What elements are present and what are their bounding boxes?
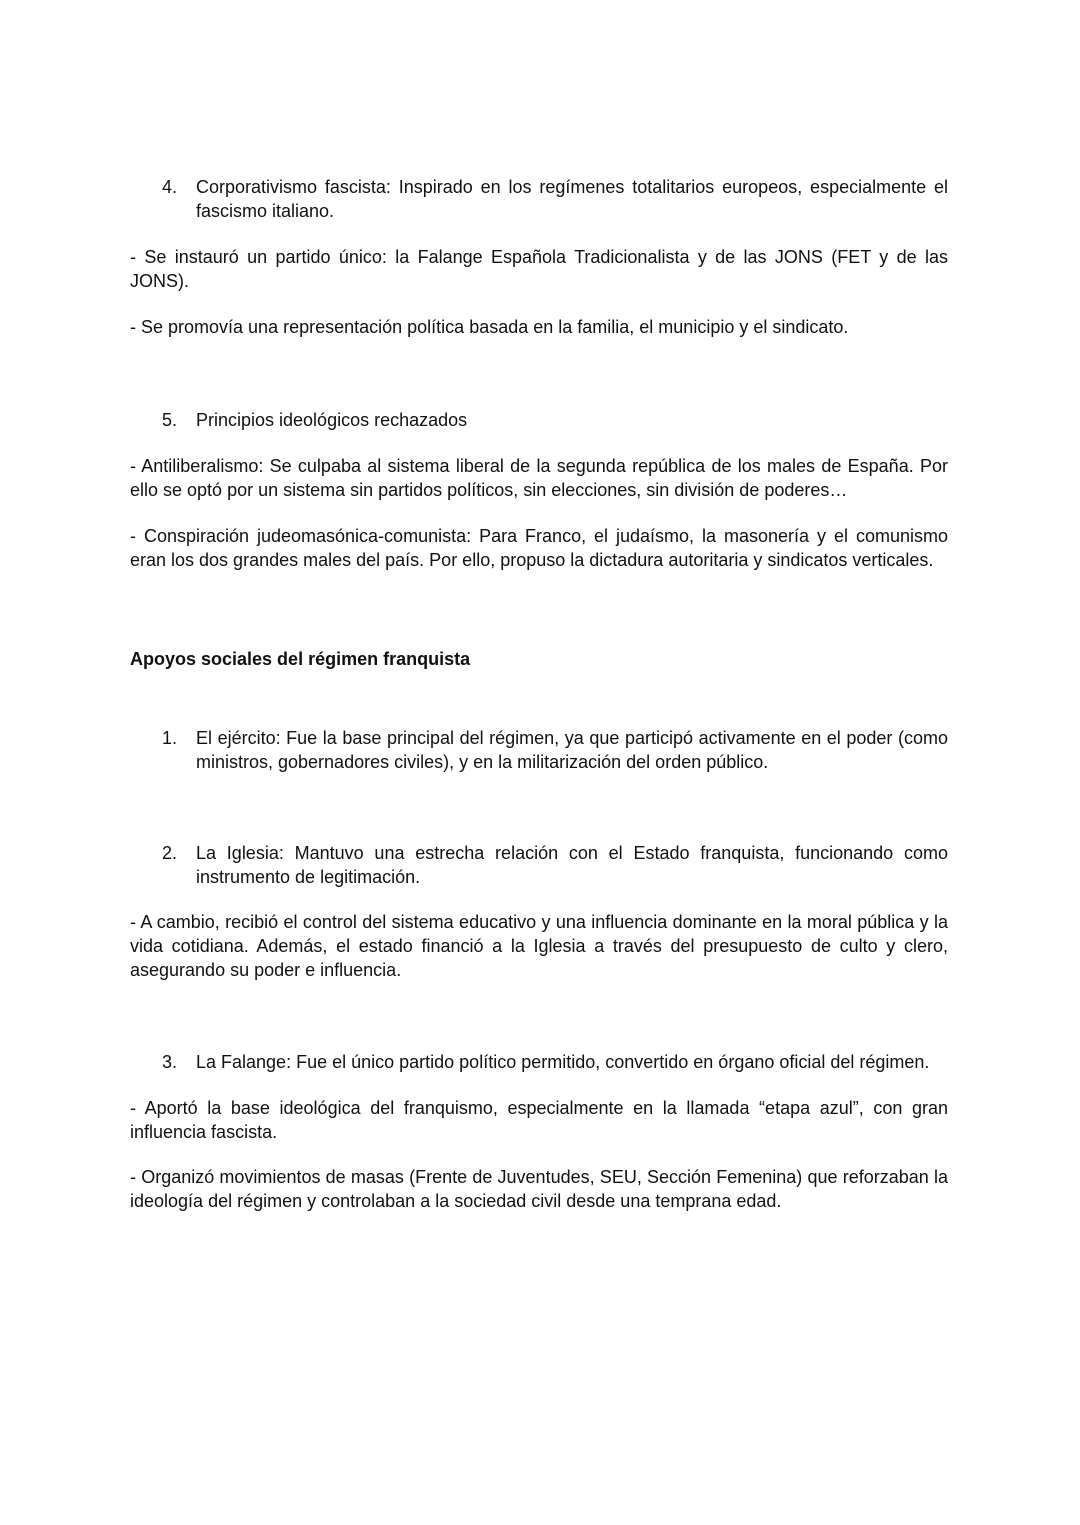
list-number: 1. [162,728,178,748]
list-number: 2. [162,843,178,863]
paragraph-movimientos-masas: - Organizó movimientos de masas (Frente de Juventudes, SEU, Sección Femenina) que reforzaban la ideología del régimen y controlaban a la sociedad civil desde una temprana edad. [130,1167,948,1211]
list-item-text: La Falange: Fue el único partido político permitido, convertido en órgano oficial del régimen. [196,1052,930,1072]
list-item-principios-rechazados [162,408,948,432]
paragraph-base-ideologica: - Aportó la base ideológica del franquismo, especialmente en la llamada “etapa azul”, con gran influencia fascista. [130,1098,948,1142]
paragraph-conspiracion: - Conspiración judeomasónica-comunista: Para Franco, el judaísmo, la masonería y el comunismo eran los dos grandes males del país. Por ello, propuso la dictadura autoritaria y sindicatos verticales. [130,526,948,570]
list-item-text: El ejército: Fue la base principal del régimen, ya que participó activamente en el poder (como ministros, gobernadores civiles), y en la militarización del orden público. [196,728,948,772]
list-item-text: La Iglesia: Mantuvo una estrecha relación con el Estado franquista, funcionando como instrumento de legitimación. [196,843,948,887]
list-item-iglesia [162,841,948,889]
section-heading: Apoyos sociales del régimen franquista [130,649,471,669]
list-number: 3. [162,1052,178,1072]
list-item-ejercito [162,726,948,774]
list-item-text: Corporativismo fascista: Inspirado en los regímenes totalitarios europeos, especialmente el fascismo italiano. [196,177,948,221]
list-item-corporativismo [162,175,948,223]
paragraph-representacion: - Se promovía una representación política basada en la familia, el municipio y el sindicato. [130,317,849,337]
list-item-falange [162,1050,948,1074]
list-item-text: Principios ideológicos rechazados [196,410,468,430]
paragraph-iglesia-cambio: - A cambio, recibió el control del sistema educativo y una influencia dominante en la moral pública y la vida cotidiana. Además, el estado financió a la Iglesia a través del presupuesto de culto y clero, asegurando su poder e influencia. [130,912,948,980]
list-number: 4. [162,177,178,197]
paragraph-partido-unico: - Se instauró un partido único: la Falange Española Tradicionalista y de las JONS (FET y de las JONS). [130,247,948,291]
list-number: 5. [162,410,178,430]
paragraph-antiliberalismo: - Antiliberalismo: Se culpaba al sistema liberal de la segunda república de los males de España. Por ello se optó por un sistema sin partidos políticos, sin elecciones, sin división de poderes… [130,456,948,500]
